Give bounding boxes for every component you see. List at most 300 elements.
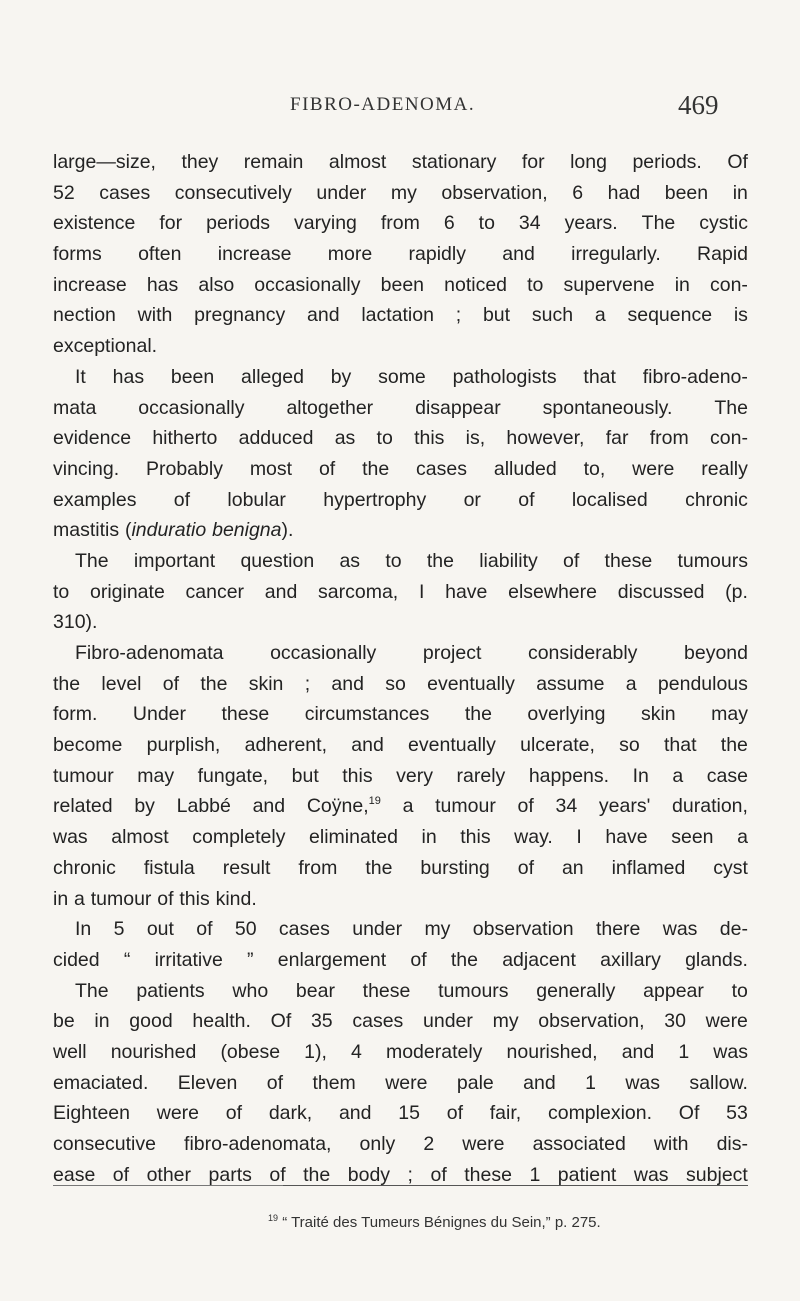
word: by [330,365,352,388]
word: Of [270,1010,292,1033]
text-line [53,1098,748,1129]
word: I [576,826,582,849]
text-line [53,393,748,424]
word: The [714,396,748,419]
word: glands. [685,948,748,971]
word: sallow. [689,1071,748,1094]
word: who [232,979,269,1002]
word: but [291,764,319,787]
body-text [53,147,748,1190]
word: result [222,856,271,879]
word: inflamed [611,856,686,879]
word: 30 [664,1010,686,1033]
word: skin [640,703,676,726]
text-line [53,208,748,239]
word: of [269,1163,286,1186]
word: elsewhere [508,580,597,603]
word: de- [719,918,748,941]
word: discussed [617,580,705,603]
word: of [162,672,180,695]
word: exceptional. [53,335,158,358]
word: other [146,1163,192,1186]
word: this [179,887,210,910]
word: very [396,764,433,787]
word: Eleven [177,1071,238,1094]
text-line [53,362,748,393]
word: occasionally [270,642,377,664]
word: level [101,672,142,695]
text-line [53,976,748,1007]
word: a [594,304,606,327]
text-line [53,147,748,178]
word: and [351,734,384,757]
word: occasionally [254,273,361,296]
word: out [146,918,174,941]
word: far [605,427,629,450]
text-line [53,546,748,577]
word: and [307,304,340,327]
word: happens. [528,764,610,787]
word: 52 [53,181,75,204]
word: (induratio [124,519,207,542]
word: almost [111,826,169,849]
word: well [53,1040,87,1063]
word: to [478,212,495,235]
word: 310). [53,611,98,634]
word: 53 [726,1102,748,1125]
word: for [159,212,183,235]
word: con- [709,273,748,296]
word: ” [247,948,254,971]
word: fistula [143,856,195,879]
word: been [664,181,709,204]
word: with [137,304,173,327]
word: Probably [145,457,223,480]
word: mastitis [53,519,120,542]
word: and [338,1102,372,1125]
word: the [303,1163,331,1186]
word: have [605,826,648,849]
text-line [53,270,748,301]
word: enlargement [277,948,387,971]
word: It [75,365,86,388]
word: complexion. [547,1102,653,1125]
word: rarely [456,764,506,787]
word: were [462,1133,505,1155]
word: cases [416,457,467,480]
word: form. [53,703,98,726]
text-line [53,577,748,608]
word: under [423,1010,473,1033]
word: this [414,427,445,450]
word: of [318,457,336,480]
word: for [521,151,545,173]
word: (p. [725,580,748,603]
word: con- [710,427,748,450]
word: so [385,672,406,695]
word: pregnancy [194,304,286,327]
text-line [53,638,748,669]
word: kind. [215,887,257,910]
word: dis- [716,1133,748,1155]
word: a [737,826,748,849]
word: the [53,672,81,695]
word: benigna). [212,519,294,542]
word: pendulous [657,672,748,695]
word: varying [294,212,357,235]
word: pathologists [452,365,557,388]
word: was [662,918,698,941]
word: nourished, [506,1040,598,1063]
word: forms [53,243,102,266]
word: 34 [518,212,541,235]
text-line [53,515,748,546]
word: Eighteen [53,1102,130,1125]
word: to, [583,457,606,480]
word: a [625,672,637,695]
word: related [53,795,113,818]
word: evidence [53,427,132,450]
word: important [133,549,216,572]
word: nection [53,304,116,327]
word: were [156,1102,200,1125]
word: I [418,580,425,603]
word: to [385,549,402,572]
word: axillary [600,948,661,971]
word: them [312,1071,356,1094]
word: really [701,457,748,480]
word: irregularly. [571,243,661,266]
word: 1 [585,1071,596,1094]
word: “ [123,948,131,971]
word: is [733,304,748,327]
word: that [583,365,616,388]
word: of [266,1071,284,1094]
word: increase [53,273,127,296]
footnote-ref: 19 [368,795,381,808]
word: 4 [351,1040,362,1063]
word: these [604,549,653,572]
word: fibro-adeno- [642,365,748,388]
text-line [53,884,748,915]
word: remain [243,151,304,173]
word: consecutively [174,181,292,204]
word: fibro-adenomata, [184,1133,332,1155]
word: consecutive [53,1133,156,1155]
text-line [53,853,748,884]
word: adjacent [502,948,576,971]
word: chronic [53,856,116,879]
word: ; [304,672,311,695]
word: cancer [185,580,245,603]
word: to [527,273,544,296]
word: under [316,181,367,204]
word: purplish, [146,734,221,757]
footnote-text: “ Traité des Tumeurs Bénignes du Sein,” p. 275. [282,1214,601,1231]
word: irritative [154,948,223,971]
word: appear [643,979,704,1002]
word: of [225,1102,243,1125]
page-number: 469 [678,90,719,120]
word: that [664,734,697,757]
text-line [53,331,748,362]
word: of [446,1102,463,1125]
word: but [482,304,511,327]
word: these [464,1163,512,1186]
word: observation, [441,181,548,204]
word: cided [53,948,100,971]
word: were [632,457,675,480]
word: fair, [489,1102,522,1125]
word: nourished [110,1040,197,1063]
word: adherent, [244,734,327,757]
word: and [331,672,364,695]
word: in [732,181,748,204]
word: more [327,243,373,266]
word: the [450,948,478,971]
word: spontaneously. [542,396,673,419]
word: fungate, [197,764,269,787]
word: observation, [538,1010,645,1033]
word: hypertrophy [323,488,427,511]
word: Labbé [176,795,231,818]
word: In [75,918,92,941]
word: to [53,580,70,603]
word: often [138,243,182,266]
text-line [53,761,748,792]
text-line [53,485,748,516]
word: in [421,826,437,849]
header-title: FIBRO-ADENOMA. [290,94,476,115]
word: these [221,703,270,726]
word: and [523,1071,556,1094]
word: so [619,734,640,757]
word: Of [727,151,748,173]
text-line [53,822,748,853]
word: cases [99,181,151,204]
word: however, [506,427,585,450]
word: of [517,795,534,818]
word: some [378,365,426,388]
word: and [502,243,535,266]
word: case [706,764,748,787]
word: 50 [234,918,257,941]
word: eventually [408,734,496,757]
word: rapidly [408,243,466,266]
word: tumours [438,979,509,1002]
word: project [422,642,482,664]
word: a [74,887,85,910]
word: my [492,1010,519,1033]
word: by [134,795,155,818]
word: patient [557,1163,617,1186]
word: ease [53,1163,96,1186]
word: eliminated [309,826,398,849]
word: the [426,549,454,572]
word: in [94,1010,110,1033]
word: completely [192,826,286,849]
word: most [249,457,293,480]
word: dark, [268,1102,313,1125]
word: the [362,457,390,480]
word: 34 [555,795,578,818]
word: may [711,703,748,726]
word: The [641,212,676,235]
word: sarcoma, [318,580,399,603]
word: of [173,488,191,511]
word: a [402,795,414,818]
word: liability [479,549,538,572]
word: is, [465,427,486,450]
word: was [713,1040,748,1063]
word: chronic [685,488,748,511]
word: Coÿne,$^{19}$ [306,795,381,818]
word: (obese [220,1040,281,1063]
word: eventually [427,672,515,695]
word: become [53,734,123,757]
word: cases [278,918,330,941]
word: observation [472,918,574,941]
word: in [674,273,690,296]
word: circumstances [304,703,430,726]
word: body [347,1163,391,1186]
word: in [53,887,69,910]
word: lobular [227,488,286,511]
word: 2 [423,1133,435,1155]
text-line [53,454,748,485]
text-line [53,178,748,209]
footnote-rule-left [53,1185,283,1186]
word: tumours [677,549,748,572]
word: ; [407,1163,413,1186]
word: examples [53,488,137,511]
word: lactation [361,304,434,327]
word: from [298,856,338,879]
word: such [531,304,574,327]
text-line [53,423,748,454]
text-line [53,730,748,761]
word: vincing. [53,457,120,480]
word: or [463,488,481,511]
word: has [112,365,145,388]
word: was [625,1071,661,1094]
word: subject [686,1163,748,1186]
text-line [53,1037,748,1068]
word: an [561,856,584,879]
text-line [53,607,748,638]
word: may [137,764,175,787]
word: my [390,181,417,204]
word: 5 [113,918,125,941]
word: localised [571,488,648,511]
word: large—size, [53,151,156,173]
word: and [264,580,298,603]
word: question [240,549,315,572]
word: bear [295,979,335,1002]
word: adduced [238,427,314,450]
word: In [632,764,649,787]
word: tumour [53,764,114,787]
word: seen [671,826,714,849]
word: ulcerate, [520,734,595,757]
word: they [181,151,219,173]
word: of [112,1163,130,1186]
word: were [385,1071,428,1094]
word: 1), [304,1040,327,1063]
word: existence [53,212,136,235]
word: originate [89,580,165,603]
word: skin [248,672,284,695]
word: alluded [493,457,557,480]
word: with [653,1133,689,1155]
word: generally [536,979,616,1002]
word: The [75,549,109,572]
word: bursting [420,856,490,879]
word: from [649,427,689,450]
word: Fibro-adenomata [75,642,224,664]
word: this [342,764,373,787]
word: stationary [411,151,497,173]
word: were [705,1010,748,1033]
word: the [200,672,228,695]
word: the [365,856,393,879]
word: way. [514,826,553,849]
word: be [53,1010,75,1033]
word: patients [136,979,205,1002]
word: have [445,580,488,603]
text-line [53,699,748,730]
word: noticed [444,273,508,296]
word: moderately [385,1040,483,1063]
word: duration, [672,795,748,818]
word: increase [217,243,292,266]
text-line [53,300,748,331]
word: almost [328,151,387,173]
word: 35 [310,1010,333,1033]
word: tumour [90,887,152,910]
word: occasionally [138,396,245,419]
word: been [170,365,215,388]
word: as [334,427,356,450]
word: from [380,212,420,235]
word: there [595,918,641,941]
word: tumour [435,795,496,818]
word: assume [536,672,605,695]
word: alleged [241,365,304,388]
word: ; [455,304,462,327]
word: cases [352,1010,404,1033]
text-line [53,239,748,270]
word: altogether [286,396,374,419]
word: considerably [527,642,638,664]
word: was [53,826,88,849]
word: years' [598,795,651,818]
word: hitherto [152,427,218,450]
word: mata [53,396,97,419]
word: a [672,764,684,787]
word: to [731,979,748,1002]
word: to [376,427,393,450]
word: of [517,856,534,879]
word: as [339,549,361,572]
text-line [53,1006,748,1037]
text-line [53,669,748,700]
text-line [53,914,748,945]
word: was [633,1163,669,1186]
word: beyond [684,642,748,664]
word: pale [456,1071,494,1094]
word: disappear [415,396,501,419]
